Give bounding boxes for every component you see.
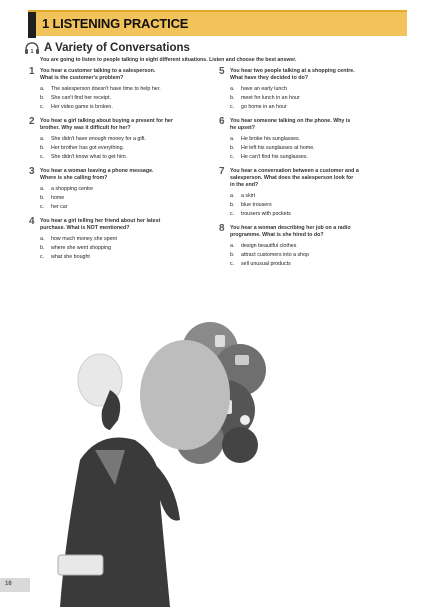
option-text: what she bought — [51, 254, 90, 260]
question-prompt-line: in the end? — [230, 182, 259, 188]
question-prompt-line: You hear a conversation between a customer and a — [230, 168, 359, 174]
answer-option[interactable] — [40, 103, 210, 112]
section-heading — [24, 40, 190, 56]
page-title: 1 LISTENING PRACTICE — [42, 16, 189, 31]
question-number: 6 — [219, 116, 225, 127]
option-letter: c. — [230, 104, 235, 110]
option-letter: c. — [230, 154, 235, 160]
answer-option[interactable] — [40, 185, 210, 194]
question-item — [219, 166, 400, 219]
questions-column-left — [29, 66, 210, 268]
option-text: design beautiful clothes — [241, 243, 297, 249]
answer-option[interactable] — [230, 251, 400, 260]
question-number: 3 — [29, 166, 35, 177]
questions-column-right — [219, 66, 400, 275]
question-prompt — [40, 118, 210, 132]
option-text: blue trousers — [241, 202, 272, 208]
option-text: go home in an hour — [241, 104, 287, 110]
answer-option[interactable] — [40, 253, 210, 262]
option-letter: a. — [230, 193, 235, 199]
answer-option[interactable] — [230, 85, 400, 94]
answer-option[interactable] — [230, 94, 400, 103]
option-text: a shopping centre — [51, 186, 94, 192]
question-prompt — [40, 68, 210, 82]
option-letter: a. — [40, 236, 45, 242]
question-prompt — [40, 218, 210, 232]
answer-option[interactable] — [230, 210, 400, 219]
question-prompt-line: You hear a woman describing her job on a radio — [230, 225, 351, 231]
option-text: a skirt — [241, 193, 256, 199]
option-letter: c. — [40, 254, 45, 260]
question-prompt — [230, 118, 400, 132]
option-text: where she went shopping — [51, 245, 112, 251]
option-letter: c. — [230, 211, 235, 217]
question-prompt-line: What is the customer's problem? — [40, 75, 124, 81]
option-text: her car — [51, 204, 68, 210]
question-item — [29, 66, 210, 112]
title-bar — [28, 10, 407, 36]
option-text: He left his sunglasses at home. — [241, 145, 315, 151]
answer-option[interactable] — [40, 235, 210, 244]
answer-option[interactable] — [230, 192, 400, 201]
option-letter: a. — [40, 86, 45, 92]
option-letter: b. — [40, 195, 45, 201]
title-bar-stripe — [28, 12, 36, 38]
question-prompt-line: You hear a girl talking about buying a present for her — [40, 118, 173, 124]
option-letter: c. — [40, 154, 45, 160]
hair-shape — [140, 340, 230, 450]
option-text: She can't find her receipt. — [51, 95, 111, 101]
answer-option[interactable] — [230, 260, 400, 269]
question-prompt-line: You hear someone talking on the phone. Why is — [230, 118, 351, 124]
section-title: A Variety of Conversations — [44, 42, 190, 54]
answer-option[interactable] — [40, 244, 210, 253]
question-item — [219, 223, 400, 269]
option-letter: c. — [40, 104, 45, 110]
option-letter: b. — [40, 145, 45, 151]
option-text: how much money she spent — [51, 236, 117, 242]
question-item — [29, 216, 210, 262]
answer-option[interactable] — [40, 194, 210, 203]
answer-option[interactable] — [40, 135, 210, 144]
question-number: 8 — [219, 223, 225, 234]
option-letter: b. — [230, 202, 235, 208]
answer-option[interactable] — [40, 203, 210, 212]
option-text: meet for lunch in an hour — [241, 95, 300, 101]
option-text: Her brother has got everything. — [51, 145, 125, 151]
question-prompt-line: programme. What is she hired to do? — [230, 232, 324, 238]
question-prompt — [230, 68, 400, 82]
page-number: 16 — [5, 581, 12, 587]
option-text: He broke his sunglasses. — [241, 136, 301, 142]
option-letter: a. — [230, 136, 235, 142]
question-number: 5 — [219, 66, 225, 77]
option-letter: a. — [40, 136, 45, 142]
option-letter: c. — [40, 204, 45, 210]
page-number-bar — [0, 578, 30, 592]
question-prompt — [230, 225, 400, 239]
question-item — [219, 66, 400, 112]
option-letter: b. — [230, 95, 235, 101]
clutch-bag — [58, 555, 103, 575]
question-prompt — [230, 168, 400, 189]
question-prompt-line: You hear a girl telling her friend about her latest — [40, 218, 161, 224]
option-text: Her video game is broken. — [51, 104, 113, 110]
option-letter: b. — [230, 145, 235, 151]
option-text: attract customers into a shop — [241, 252, 310, 258]
option-text: trousers with pockets — [241, 211, 291, 217]
option-text: home — [51, 195, 65, 201]
question-prompt-line: You hear two people talking at a shopping centre. — [230, 68, 355, 74]
question-prompt-line: purchase. What is NOT mentioned? — [40, 225, 130, 231]
answer-option[interactable] — [230, 135, 400, 144]
option-letter: c. — [230, 261, 235, 267]
answer-option[interactable] — [40, 94, 210, 103]
question-item — [29, 166, 210, 212]
question-number: 7 — [219, 166, 225, 177]
answer-option[interactable] — [230, 103, 400, 112]
answer-option[interactable] — [230, 242, 400, 251]
question-prompt-line: You hear a woman leaving a phone message. — [40, 168, 154, 174]
option-letter: a. — [230, 243, 235, 249]
option-text: She didn't have enough money for a gift. — [51, 136, 146, 142]
option-text: sell unusual products — [241, 261, 291, 267]
option-letter: a. — [230, 86, 235, 92]
question-prompt-line: Where is she calling from? — [40, 175, 108, 181]
question-number: 1 — [29, 66, 35, 77]
option-letter: b. — [40, 245, 45, 251]
answer-option[interactable] — [230, 144, 400, 153]
option-letter: b. — [230, 252, 235, 258]
option-letter: b. — [40, 95, 45, 101]
answer-option[interactable] — [40, 85, 210, 94]
headphones-icon — [24, 41, 40, 55]
option-text: have an early lunch — [241, 86, 287, 92]
option-letter: a. — [40, 186, 45, 192]
question-prompt-line: brother. Why was it difficult for her? — [40, 125, 131, 131]
answer-option[interactable] — [40, 144, 210, 153]
option-text: The salesperson doesn't have time to help her. — [51, 86, 161, 92]
question-number: 4 — [29, 216, 35, 227]
answer-option[interactable] — [230, 153, 400, 162]
question-prompt — [40, 168, 210, 182]
question-prompt-line: salesperson. What does the salesperson look for — [230, 175, 354, 181]
question-prompt-line: What have they decided to do? — [230, 75, 308, 81]
shopping-woman-illustration — [40, 310, 300, 607]
question-item — [219, 116, 400, 162]
svg-text:1: 1 — [30, 49, 34, 55]
option-text: He can't find his sunglasses. — [241, 154, 308, 160]
answer-option[interactable] — [40, 153, 210, 162]
question-item — [29, 116, 210, 162]
question-prompt-line: You hear a customer talking to a salesperson. — [40, 68, 156, 74]
question-prompt-line: he upset? — [230, 125, 256, 131]
option-text: She didn't know what to get him. — [51, 154, 128, 160]
question-number: 2 — [29, 116, 35, 127]
answer-option[interactable] — [230, 201, 400, 210]
instructions: You are going to listen to people talking in eight different situations. Listen and choose the best answer. — [40, 57, 297, 63]
